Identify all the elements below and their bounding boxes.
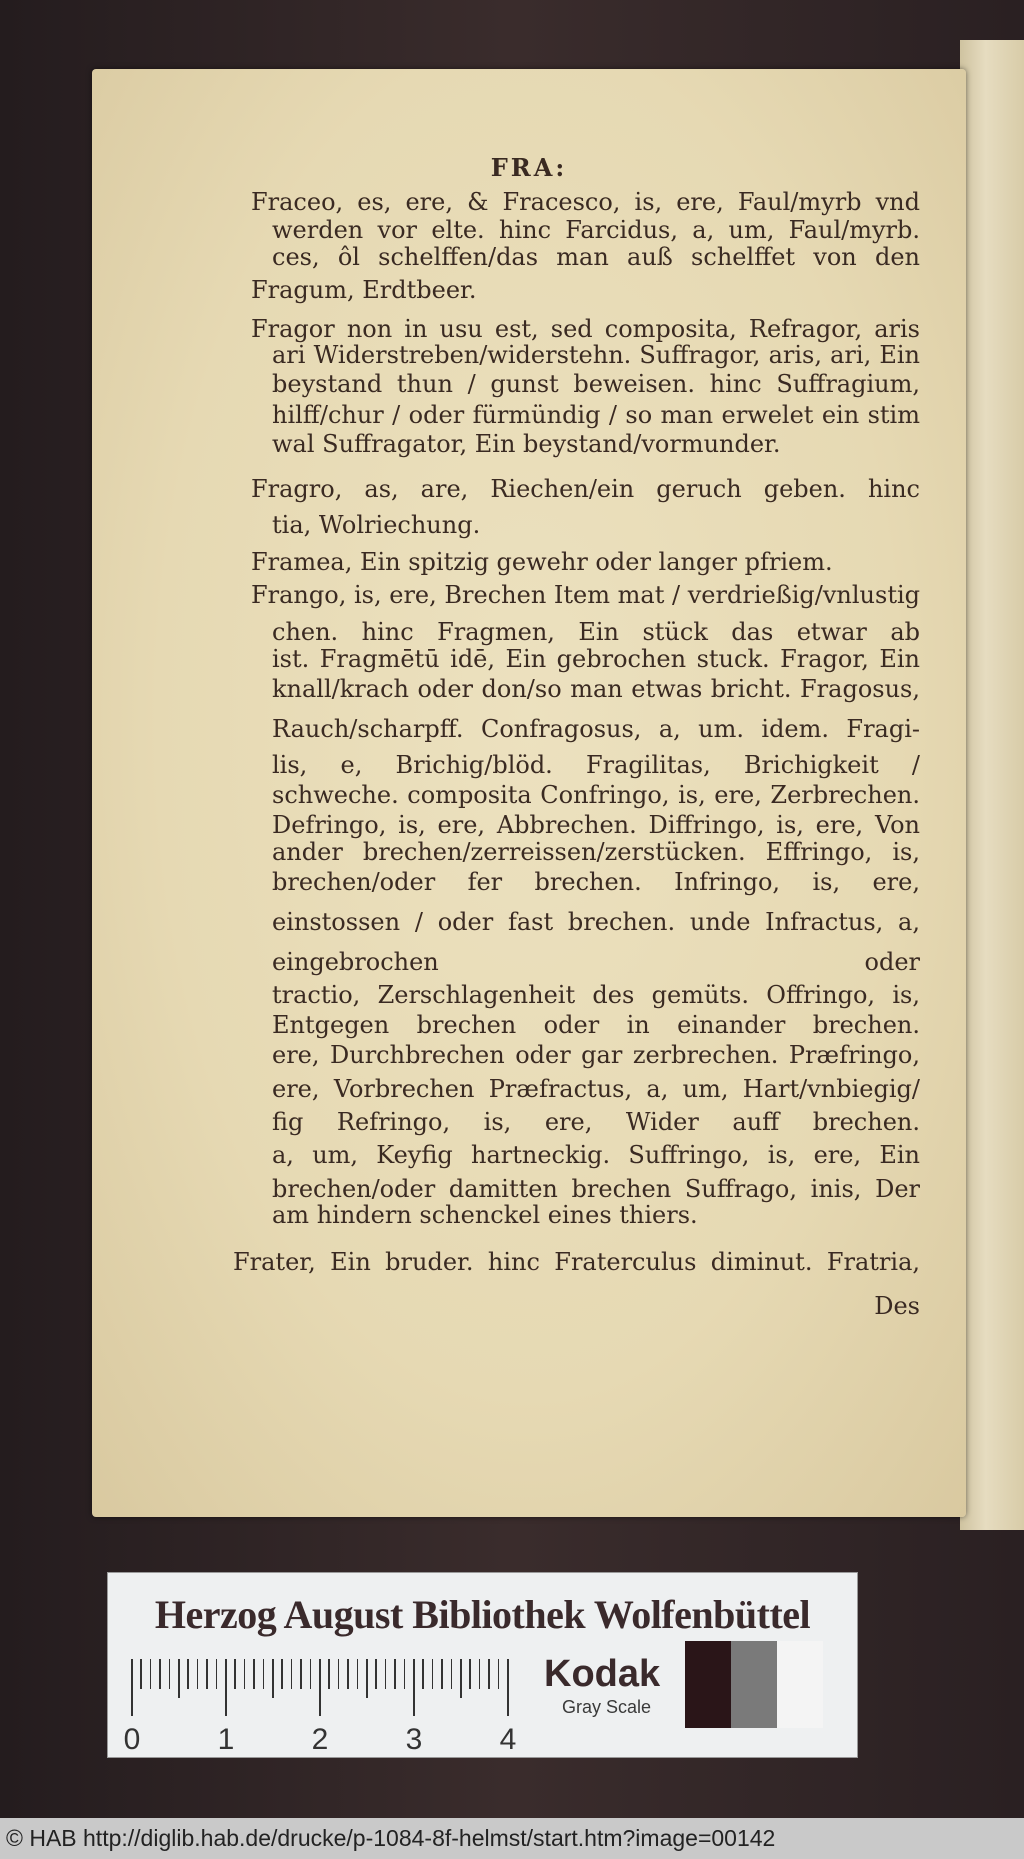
text-line: chen. hinc Fragmen, Ein stück das etwar ab xyxy=(272,618,920,646)
text-line: wal Suffragator, Ein beystand/vormunder. xyxy=(272,430,781,458)
ruler-tick xyxy=(253,1659,255,1689)
text-line: Frango, is, ere, Brechen Item mat / verdrießig/vnlustig xyxy=(251,581,920,609)
text-line: Fragum, Erdtbeer. xyxy=(251,276,477,304)
text-line: werden vor elte. hinc Farcidus, a, um, Faul/myrb. xyxy=(272,216,920,244)
ruler-tick xyxy=(385,1659,387,1689)
text-line: tractio, Zerschlagenheit des gemüts. Offringo, is, xyxy=(272,981,920,1009)
text-line: fig Refringo, is, ere, Wider auff brechen. xyxy=(272,1108,920,1136)
adjacent-page-edge xyxy=(960,40,1024,1530)
ruler-number: 3 xyxy=(405,1723,423,1756)
ruler-tick xyxy=(441,1659,443,1689)
ruler-tick xyxy=(375,1659,377,1689)
text-line: beystand thun / gunst beweisen. hinc Suffragium, xyxy=(272,370,920,398)
text-line: Rauch/scharpff. Confragosus, a, um. idem. Fragi- xyxy=(272,715,920,743)
ruler-tick xyxy=(197,1659,199,1689)
ruler-tick xyxy=(159,1659,161,1689)
ruler-tick xyxy=(178,1659,180,1698)
ruler-tick xyxy=(357,1659,359,1689)
text-line: ere, Vorbrechen Præfractus, a, um, Hart/vnbiegig/ xyxy=(272,1075,920,1103)
ruler-tick xyxy=(460,1659,462,1698)
text-line: eingebrochen oder xyxy=(272,948,920,976)
ruler-tick xyxy=(507,1659,509,1716)
text-line: Framea, Ein spitzig gewehr oder langer pfriem. xyxy=(251,548,833,576)
ruler-tick xyxy=(150,1659,152,1689)
ruler-tick xyxy=(366,1659,368,1698)
ruler-tick xyxy=(272,1659,274,1698)
text-line: ist. Fragmētū idē, Ein gebrochen stuck. Fragor, Ein xyxy=(272,645,920,673)
text-line: ari Widerstreben/widerstehn. Suffragor, aris, ari, Ein xyxy=(272,341,920,369)
ruler-tick xyxy=(169,1659,171,1689)
ruler-tick xyxy=(300,1659,302,1689)
text-line: am hindern schenckel eines thiers. xyxy=(272,1201,698,1229)
gray-swatch xyxy=(731,1641,777,1728)
gray-swatch xyxy=(685,1641,731,1728)
ruler-tick xyxy=(319,1659,321,1716)
ruler-tick xyxy=(404,1659,406,1689)
text-line: Entgegen brechen oder in einander brechen. xyxy=(272,1011,920,1039)
library-name: Herzog August Bibliothek Wolfenbüttel xyxy=(154,1592,811,1637)
ruler-tick xyxy=(225,1659,227,1716)
catchword: Des xyxy=(874,1292,920,1320)
text-line: hilff/chur / oder fürmündig / so man erwelet ein stim xyxy=(272,401,920,429)
ruler-tick xyxy=(432,1659,434,1689)
text-line: Defringo, is, ere, Abbrechen. Diffringo, is, ere, Von xyxy=(272,811,920,839)
ruler-tick xyxy=(131,1659,133,1716)
ruler-tick xyxy=(187,1659,189,1689)
ruler-tick xyxy=(394,1659,396,1689)
ruler-number: 2 xyxy=(311,1723,329,1756)
brand-logo: Kodak xyxy=(544,1653,661,1695)
ruler-tick xyxy=(234,1659,236,1689)
text-line: einstossen / oder fast brechen. unde Infractus, a, xyxy=(272,908,920,936)
text-line: ces, ôl schelffen/das man auß schelffet von den xyxy=(272,243,920,271)
page-header: FRA: xyxy=(490,153,568,182)
text-line: knall/krach oder don/so man etwas bricht. Fragosus, xyxy=(272,675,920,703)
book-page xyxy=(92,69,966,1517)
color-reference-card xyxy=(107,1572,858,1758)
ruler-tick xyxy=(244,1659,246,1689)
ruler-tick xyxy=(328,1659,330,1689)
ruler-tick xyxy=(413,1659,415,1716)
text-line: schweche. composita Confringo, is, ere, Zerbrechen. xyxy=(272,781,920,809)
ruler-tick xyxy=(422,1659,424,1689)
gray-swatch xyxy=(777,1641,823,1728)
ruler-tick xyxy=(488,1659,490,1689)
ruler-tick xyxy=(469,1659,471,1689)
footer-bar xyxy=(0,1818,1024,1859)
text-line: Fragor non in usu est, sed composita, Refragor, aris xyxy=(251,315,920,343)
ruler-tick xyxy=(281,1659,283,1689)
text-line: Fragro, as, are, Riechen/ein geruch geben. hinc xyxy=(251,475,920,503)
text-line: a, um, Keyfig hartneckig. Suffringo, is, ere, Ein xyxy=(272,1141,920,1169)
ruler-tick xyxy=(206,1659,208,1689)
text-line: Frater, Ein bruder. hinc Fraterculus diminut. Fratria, xyxy=(233,1248,920,1276)
ruler-tick xyxy=(479,1659,481,1689)
ruler-tick xyxy=(498,1659,500,1689)
ruler-tick xyxy=(451,1659,453,1689)
text-line: tia, Wolriechung. xyxy=(272,511,481,539)
ruler-tick xyxy=(263,1659,265,1689)
ruler-tick xyxy=(140,1659,142,1689)
text-line: ander brechen/zerreissen/zerstücken. Effringo, is, xyxy=(272,838,920,866)
ruler-tick xyxy=(347,1659,349,1689)
ruler-tick xyxy=(310,1659,312,1689)
ruler-tick xyxy=(216,1659,218,1689)
copyright-url: © HAB http://diglib.hab.de/drucke/p-1084-8f-helmst/start.htm?image=00142 xyxy=(6,1825,776,1851)
text-line: lis, e, Brichig/blöd. Fragilitas, Brichigkeit / xyxy=(272,751,920,779)
gray-scale-label: Gray Scale xyxy=(562,1697,652,1717)
text-line: ere, Durchbrechen oder gar zerbrechen. Præfringo, xyxy=(272,1041,920,1069)
ruler-number: 4 xyxy=(499,1723,517,1756)
text-line: brechen/oder damitten brechen Suffrago, inis, Der xyxy=(272,1175,920,1203)
ruler-tick xyxy=(338,1659,340,1689)
text-line: Fraceo, es, ere, & Fracesco, is, ere, Faul/myrb vnd xyxy=(251,188,920,216)
ruler-number: 0 xyxy=(123,1723,141,1756)
ruler-number: 1 xyxy=(217,1723,235,1756)
ruler-tick xyxy=(291,1659,293,1689)
text-line: brechen/oder fer brechen. Infringo, is, ere, xyxy=(272,868,920,896)
